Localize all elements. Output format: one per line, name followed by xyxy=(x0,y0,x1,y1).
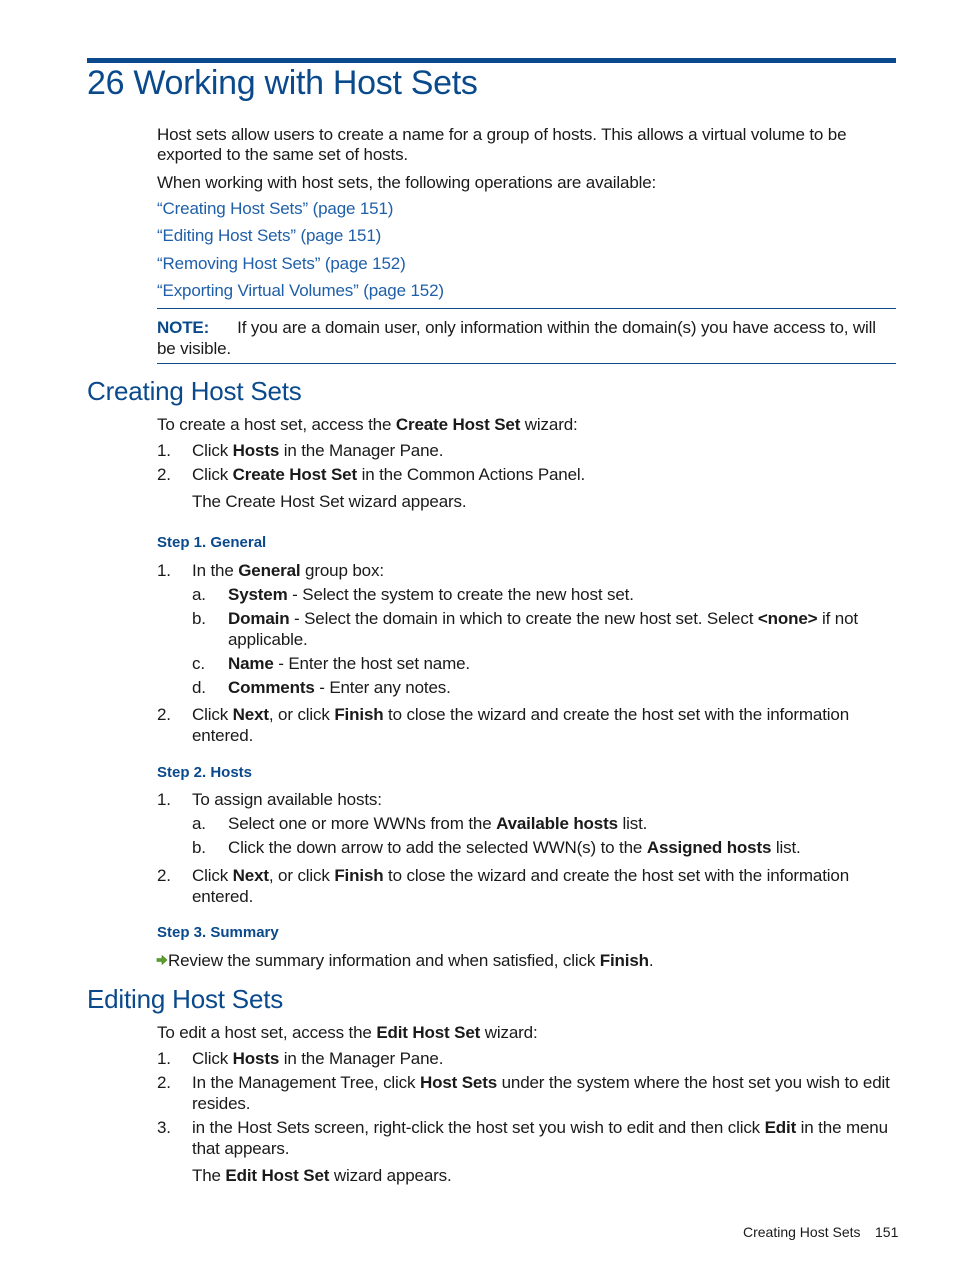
arrow-right-icon xyxy=(156,954,168,966)
note-label: NOTE: xyxy=(157,318,210,337)
step1-sub-b-line2: applicable. xyxy=(228,630,308,649)
creating-result: The Create Host Set wizard appears. xyxy=(192,492,467,511)
editing-step-2: In the Management Tree, click Host Sets under the system where the host set you wish to edit xyxy=(192,1073,890,1092)
note-line1 xyxy=(157,317,876,338)
link-removing-host-sets[interactable]: “Removing Host Sets” (page 152) xyxy=(157,254,406,273)
step3-text: Review the summary information and when satisfied, click Finish. xyxy=(168,951,654,970)
chapter-top-rule xyxy=(87,58,896,63)
chapter-title: 26 Working with Host Sets xyxy=(87,64,478,102)
step2-item1: To assign available hosts: xyxy=(192,790,382,809)
step2-item2-line2: entered. xyxy=(192,887,254,906)
step1-heading: Step 1. General xyxy=(157,534,267,551)
link-editing-host-sets[interactable]: “Editing Host Sets” (page 151) xyxy=(157,226,382,245)
editing-step-1: Click Hosts in the Manager Pane. xyxy=(192,1049,444,1068)
note-top-rule xyxy=(157,308,896,309)
editing-step-2-line2: resides. xyxy=(192,1094,251,1113)
creating-step-2-number: 2. xyxy=(157,465,171,484)
note-bottom-rule xyxy=(157,363,896,364)
step1-sub-a: System - Select the system to create the new host set. xyxy=(228,585,634,604)
step1-item2-number: 2. xyxy=(157,705,171,724)
step1-item1-number: 1. xyxy=(157,561,171,580)
note-line2: be visible. xyxy=(157,339,231,358)
step1-sub-c-letter: c. xyxy=(192,654,205,673)
step1-sub-b: Domain - Select the domain in which to create the new host set. Select <none> if not xyxy=(228,609,858,628)
step2-sub-b: Click the down arrow to add the selected WWN(s) to the Assigned hosts list. xyxy=(228,838,801,857)
editing-intro: To edit a host set, access the Edit Host Set wizard: xyxy=(157,1023,538,1042)
step2-item2: Click Next, or click Finish to close the wizard and create the host set with the information xyxy=(192,866,850,885)
intro-operations-text: When working with host sets, the following operations are available: xyxy=(157,173,657,192)
step1-sub-d-letter: d. xyxy=(192,678,206,697)
editing-result: The Edit Host Set wizard appears. xyxy=(192,1166,452,1185)
step1-item2-line2: entered. xyxy=(192,726,254,745)
creating-step-2: Click Create Host Set in the Common Actions Panel. xyxy=(192,465,586,484)
heading-editing-host-sets: Editing Host Sets xyxy=(87,984,284,1014)
step1-sub-d: Comments - Enter any notes. xyxy=(228,678,451,697)
editing-step-3: in the Host Sets screen, right-click the host set you wish to edit and then click Edit in the menu xyxy=(192,1118,888,1137)
intro-paragraph-line2: exported to the same set of hosts. xyxy=(157,145,408,164)
step2-item1-number: 1. xyxy=(157,790,171,809)
step2-heading: Step 2. Hosts xyxy=(157,764,253,781)
link-creating-host-sets[interactable]: “Creating Host Sets” (page 151) xyxy=(157,199,394,218)
step2-item2-number: 2. xyxy=(157,866,171,885)
heading-creating-host-sets: Creating Host Sets xyxy=(87,376,302,406)
creating-intro: To create a host set, access the Create Host Set wizard: xyxy=(157,415,578,434)
step1-item1: In the General group box: xyxy=(192,561,384,580)
editing-step-3-line2: that appears. xyxy=(192,1139,290,1158)
creating-step-1-number: 1. xyxy=(157,441,171,460)
note-text: If you are a domain user, only information within the domain(s) you have access to, will xyxy=(237,318,876,337)
step2-sub-a-letter: a. xyxy=(192,814,206,833)
editing-step-2-number: 2. xyxy=(157,1073,171,1092)
step3-heading: Step 3. Summary xyxy=(157,924,279,941)
footer-page-number: 151 xyxy=(875,1224,899,1240)
link-exporting-virtual-volumes[interactable]: “Exporting Virtual Volumes” (page 152) xyxy=(157,281,444,300)
step1-item2: Click Next, or click Finish to close the wizard and create the host set with the information xyxy=(192,705,850,724)
step2-sub-a: Select one or more WWNs from the Available hosts list. xyxy=(228,814,648,833)
step2-sub-b-letter: b. xyxy=(192,838,206,857)
creating-step-1: Click Hosts in the Manager Pane. xyxy=(192,441,444,460)
step1-sub-b-letter: b. xyxy=(192,609,206,628)
step1-sub-a-letter: a. xyxy=(192,585,206,604)
editing-step-3-number: 3. xyxy=(157,1118,171,1137)
editing-step-1-number: 1. xyxy=(157,1049,171,1068)
footer-section-title: Creating Host Sets xyxy=(743,1224,861,1240)
intro-paragraph-line1: Host sets allow users to create a name for a group of hosts. This allows a virtual volume to be xyxy=(157,125,847,144)
step1-sub-c: Name - Enter the host set name. xyxy=(228,654,470,673)
